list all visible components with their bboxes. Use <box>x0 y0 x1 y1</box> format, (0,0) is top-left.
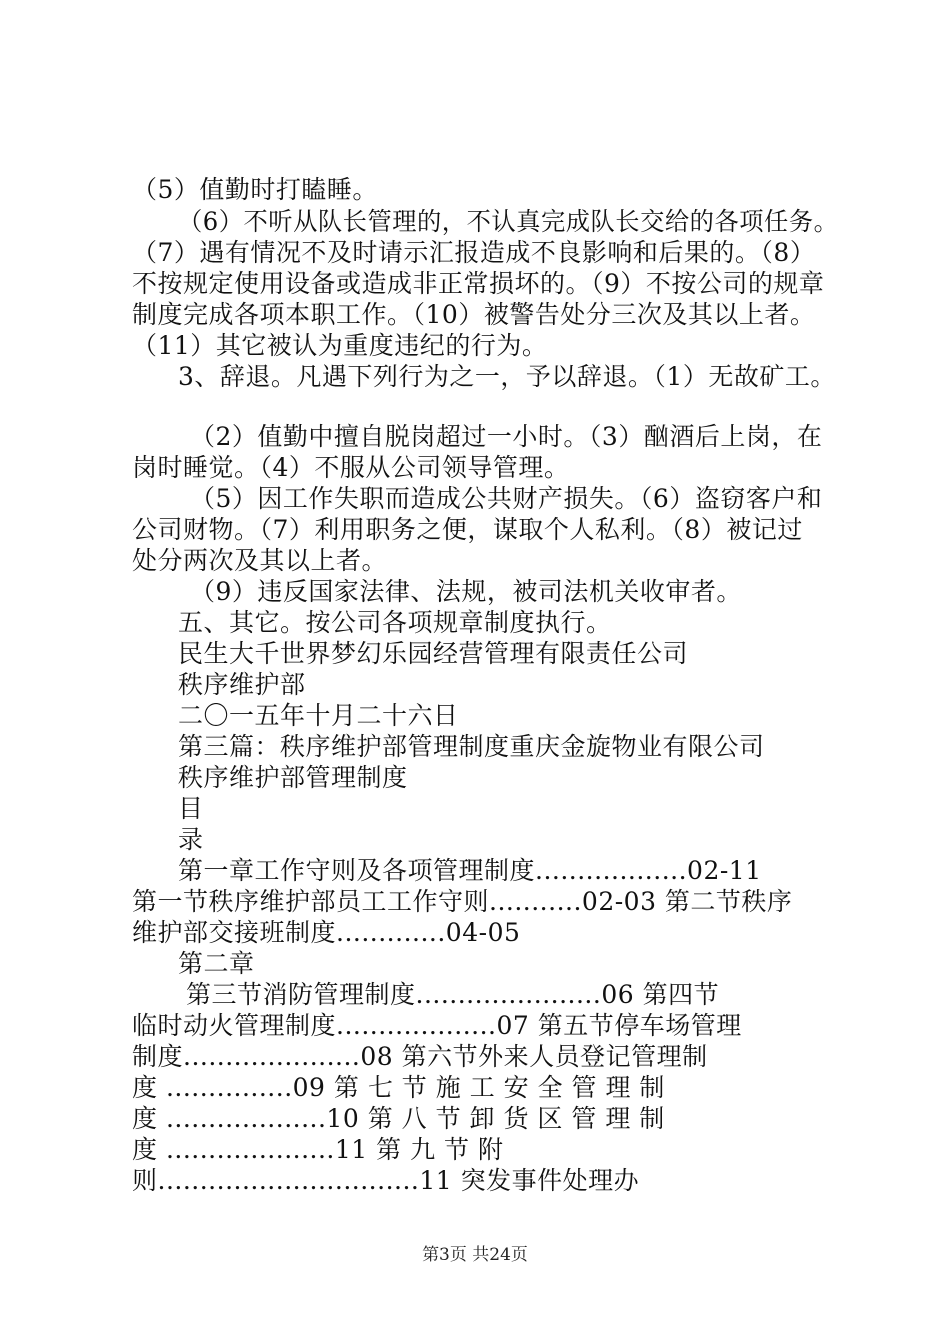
toc-entry: 第二章 <box>178 949 255 978</box>
text-line: （6）不听从队长管理的，不认真完成队长交给的各项任务。 <box>178 207 839 236</box>
text-line: （9）违反国家法律、法规，被司法机关收审者。 <box>190 577 742 606</box>
text-line: （11）其它被认为重度违纪的行为。 <box>132 331 548 360</box>
department-name: 秩序维护部 <box>178 670 306 699</box>
company-name: 民生大千世界梦幻乐园经营管理有限责任公司 <box>178 639 689 668</box>
document-title: 秩序维护部管理制度 <box>178 763 408 792</box>
text-line: 不按规定使用设备或造成非正常损坏的。（9）不按公司的规章 <box>132 269 825 298</box>
toc-heading: 目 <box>178 794 204 823</box>
page-footer: 第3页 共24页 <box>422 1245 528 1265</box>
text-line: 制度完成各项本职工作。（10）被警告处分三次及其以上者。 <box>132 300 816 329</box>
text-line: 岗时睡觉。（4）不服从公司领导管理。 <box>132 453 570 482</box>
text-line: （7）遇有情况不及时请示汇报造成不良影响和后果的。（8） <box>132 238 816 267</box>
text-line: 五、其它。按公司各项规章制度执行。 <box>178 608 612 637</box>
toc-entry: 第一章工作守则及各项管理制度..................02-11 <box>178 856 762 885</box>
section-heading: 第三篇：秩序维护部管理制度重庆金旋物业有限公司 <box>178 732 765 761</box>
document-date: 二〇一五年十月二十六日 <box>178 701 459 730</box>
text-line: 公司财物。（7）利用职务之便，谋取个人私利。（8）被记过 <box>132 515 803 544</box>
toc-entry: 度 ...............09 第 七 节 施 工 安 全 管 理 制 <box>132 1073 665 1102</box>
text-line: 3、辞退。凡遇下列行为之一，予以辞退。（1）无故矿工。 <box>178 362 836 391</box>
text-line: （5）值勤时打瞌睡。 <box>132 175 378 204</box>
text-line: 处分两次及其以上者。 <box>132 546 388 575</box>
toc-entry: 度 ...................10 第 八 节 卸 货 区 管 理 制 <box>132 1104 665 1133</box>
text-line: （2）值勤中擅自脱岗超过一小时。（3）酗酒后上岗，在 <box>190 422 823 451</box>
toc-entry: 则...............................11 突发事件处理办 <box>132 1166 640 1195</box>
text-line: （5）因工作失职而造成公共财产损失。（6）盗窃客户和 <box>190 484 823 513</box>
toc-entry: 临时动火管理制度...................07 第五节停车场管理 <box>132 1011 742 1040</box>
toc-entry: 度 ....................11 第 九 节 附 <box>132 1135 504 1164</box>
toc-entry: 第一节秩序维护部员工工作守则...........02-03 第二节秩序 <box>132 887 793 916</box>
toc-entry: 第三节消防管理制度......................06 第四节 <box>186 980 720 1009</box>
toc-entry: 维护部交接班制度.............04-05 <box>132 918 521 947</box>
toc-entry: 制度.....................08 第六节外来人员登记管理制 <box>132 1042 708 1071</box>
toc-heading: 录 <box>178 825 204 854</box>
